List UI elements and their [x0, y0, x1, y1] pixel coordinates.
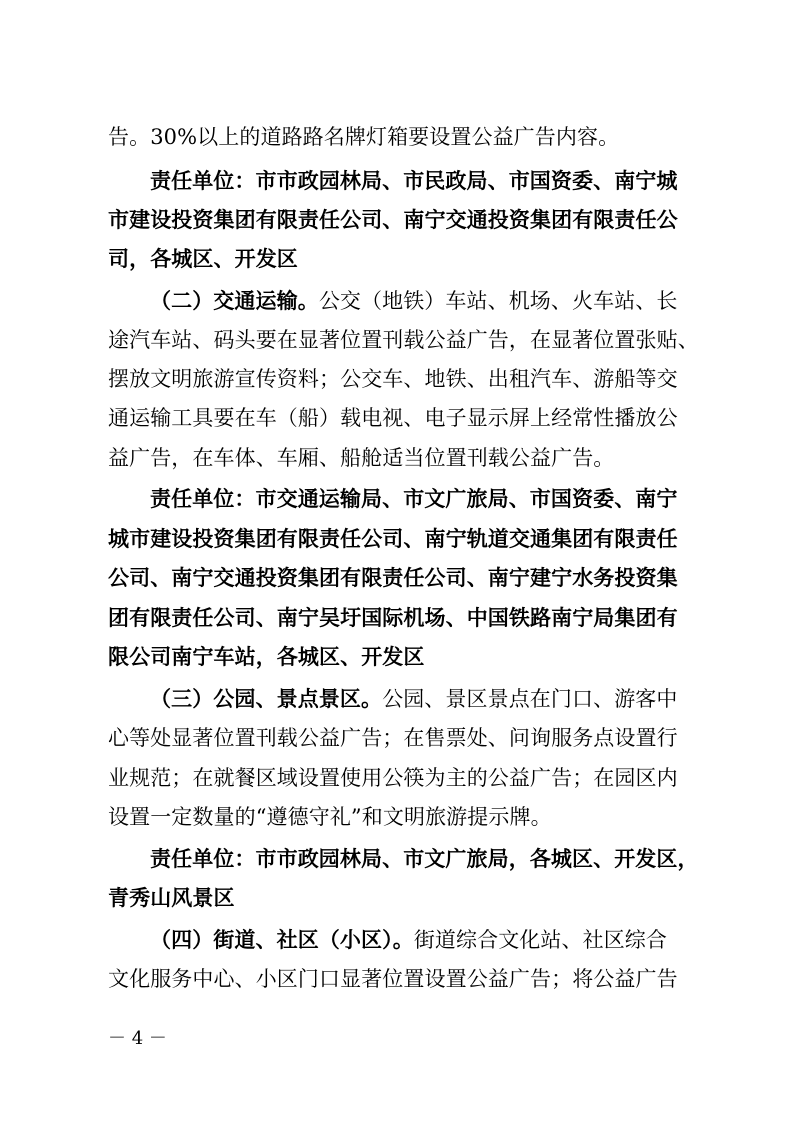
section-first-line: [150, 927, 667, 953]
responsible-units-line: 团有限责任公司、南宁吴圩国际机场、中国铁路南宁局集团有: [108, 606, 678, 630]
responsible-units-line: 城市建设投资集团有限责任公司、南宁轨道交通集团有限责任: [108, 527, 678, 551]
paragraph-line: 通运输工具要在车（船）载电视、电子显示屏上经常性播放公: [108, 406, 678, 430]
section-first-line: [150, 288, 678, 314]
responsible-units-line: 市建设投资集团有限责任公司、南宁交通投资集团有限责任公: [108, 208, 678, 232]
section-heading: （二）交通运输。: [150, 289, 319, 313]
section-heading: （三）公园、景点景区。: [150, 687, 383, 711]
paragraph-line: 文化服务中心、小区门口显著位置设置公益广告；将公益广告: [108, 967, 678, 991]
responsible-units-line: 责任单位：市交通运输局、市文广旅局、市国资委、南宁: [150, 487, 678, 511]
paragraph-line: 心等处显著位置刊载公益广告；在售票处、问询服务点设置行: [108, 726, 678, 750]
paragraph-line: 摆放文明旅游宣传资料；公交车、地铁、出租汽车、游船等交: [108, 367, 678, 391]
paragraph-line: 益广告，在车体、车厢、船舱适当位置刊载公益广告。: [108, 446, 615, 470]
paragraph-line: 途汽车站、码头要在显著位置刊载公益广告，在显著位置张贴、: [108, 328, 699, 352]
responsible-units-line: 司，各城区、开发区: [108, 247, 298, 271]
section-heading: （四）街道、社区（小区）。: [150, 928, 414, 952]
section-first-line: [150, 686, 678, 712]
responsible-units-line: 责任单位：市市政园林局、市文广旅局，各城区、开发区，: [150, 847, 699, 871]
paragraph-text: 街道综合文化站、社区综合: [413, 928, 668, 952]
responsible-units-line: 公司、南宁交通投资集团有限责任公司、南宁建宁水务投资集: [108, 566, 678, 590]
paragraph-line: 告。30%以上的道路路名牌灯箱要设置公益广告内容。: [108, 125, 620, 149]
responsible-units-line: 青秀山风景区: [108, 886, 235, 910]
paragraph-text: 公交（地铁）车站、机场、火车站、长: [318, 289, 678, 313]
responsible-units-line: 责任单位：市市政园林局、市民政局、市国资委、南宁城: [150, 169, 678, 193]
paragraph-line: 设置一定数量的“遵德守礼”和文明旅游提示牌。: [108, 805, 552, 829]
paragraph-text: 公园、景区景点在门口、游客中: [382, 687, 678, 711]
page-number: － 4 －: [108, 1028, 167, 1049]
responsible-units-line: 限公司南宁车站，各城区、开发区: [108, 645, 425, 669]
paragraph-line: 业规范；在就餐区域设置使用公筷为主的公益广告；在园区内: [108, 766, 678, 790]
